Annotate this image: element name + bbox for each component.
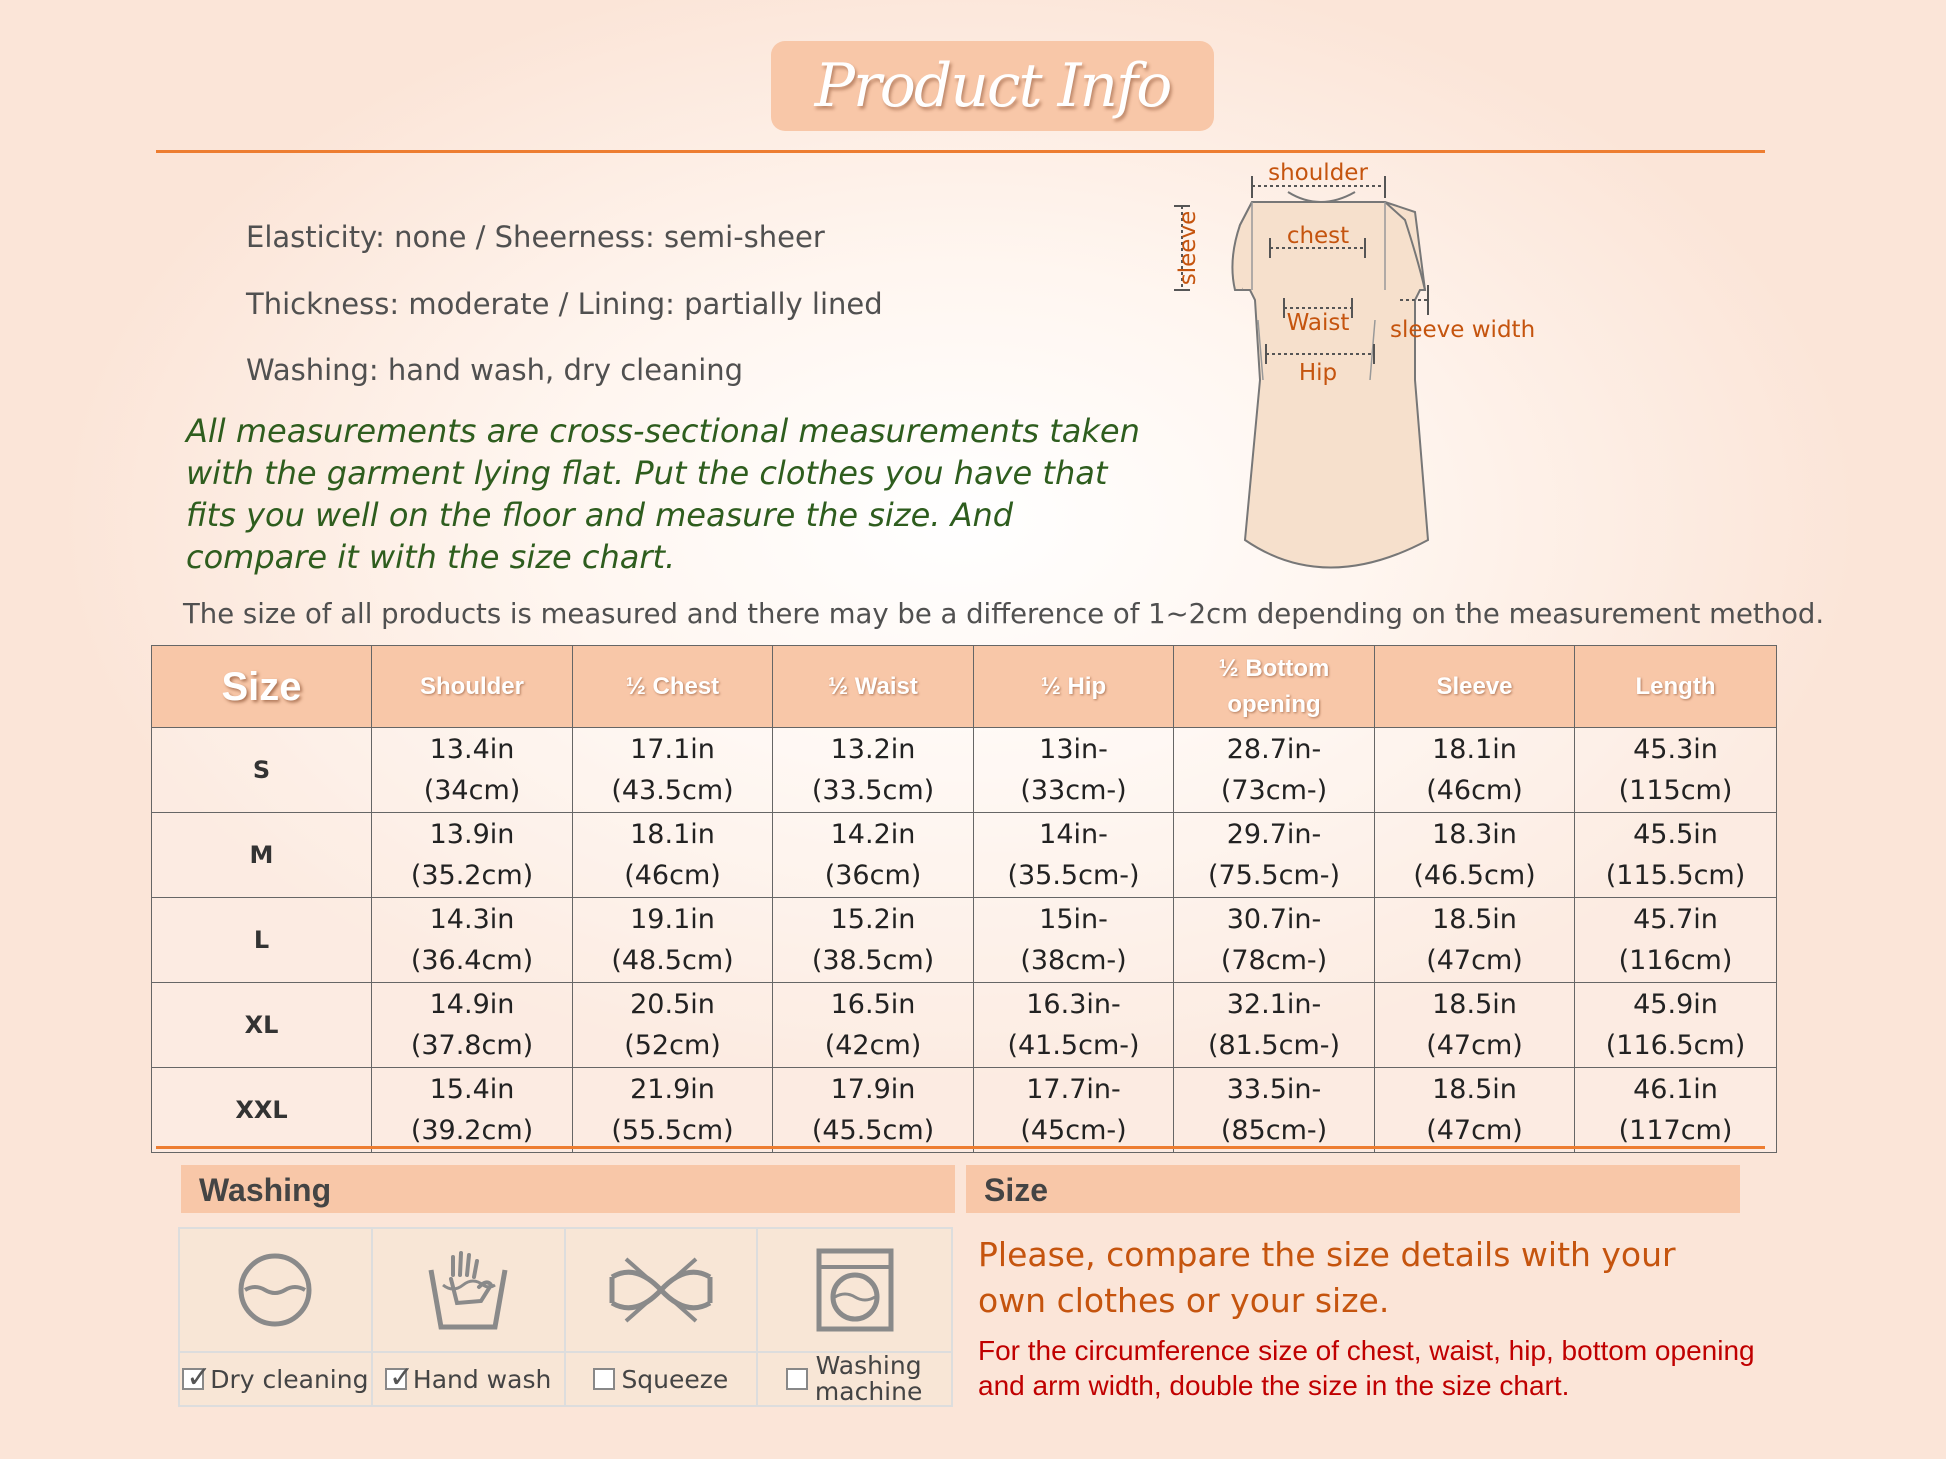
- measurement-cell: [372, 983, 573, 1068]
- table-header-row: [152, 646, 1777, 728]
- size-label-cell: L: [152, 898, 372, 983]
- size-heading: Size: [966, 1165, 1740, 1213]
- value-inches: 18.1in: [630, 819, 715, 850]
- label-shoulder: shoulder: [1268, 160, 1368, 186]
- value-inches: 15.4in: [429, 1074, 515, 1105]
- value-inches: 16.3in-: [1026, 989, 1121, 1020]
- measurement-cell: [1174, 1068, 1375, 1153]
- value-inches: 17.1in: [630, 734, 715, 765]
- size-label-cell: XL: [152, 983, 372, 1068]
- dry-cleaning-icon: [180, 1229, 373, 1353]
- table-row: [152, 813, 1777, 898]
- label-sleeve-width: sleeve width: [1390, 317, 1536, 343]
- check-mark-icon: ✓: [186, 1360, 212, 1395]
- measurement-cell: [1174, 983, 1375, 1068]
- value-inches: 28.7in-: [1226, 734, 1322, 765]
- measurement-cell: [1575, 728, 1777, 813]
- page-title: Product Info: [814, 51, 1171, 121]
- measurement-cell: [1174, 898, 1375, 983]
- value-cm: (116cm): [1618, 945, 1733, 976]
- value-inches: 17.9in: [830, 1074, 916, 1105]
- label-waist: Waist: [1286, 310, 1350, 336]
- value-cm: (42cm): [824, 1030, 922, 1061]
- spec-washing: Washing: hand wash, dry cleaning: [246, 353, 744, 387]
- value-cm: (47cm): [1426, 1115, 1523, 1146]
- value-cm: (47cm): [1426, 945, 1523, 976]
- value-inches: 45.5in: [1633, 819, 1718, 850]
- value-cm: (38.5cm): [811, 945, 935, 976]
- value-inches: 33.5in-: [1226, 1074, 1322, 1105]
- header-length: Length: [1575, 646, 1777, 728]
- header-size: Size: [152, 646, 372, 728]
- value-inches: 16.5in: [830, 989, 916, 1020]
- value-inches: 15.2in: [830, 904, 916, 935]
- value-cm: (41.5cm-): [1007, 1030, 1140, 1061]
- care-option-washing-machine: [758, 1353, 951, 1405]
- value-cm: (34cm): [423, 775, 521, 806]
- measurement-cell: [1375, 728, 1575, 813]
- measurement-disclaimer: The size of all products is measured and there may be a difference of 1~2cm depending on the measurement method.: [183, 598, 1825, 630]
- measurement-cell: [372, 728, 573, 813]
- value-cm: (38cm-): [1020, 945, 1127, 976]
- measurement-cell: [1575, 813, 1777, 898]
- table-row: [152, 983, 1777, 1068]
- value-cm: (47cm): [1426, 1030, 1523, 1061]
- table-row: [152, 898, 1777, 983]
- value-inches: 20.5in: [630, 989, 715, 1020]
- value-inches: 19.1in: [630, 904, 715, 935]
- value-inches: 13.2in: [830, 734, 916, 765]
- value-cm: (115.5cm): [1605, 860, 1746, 891]
- value-inches: 45.3in: [1633, 734, 1718, 765]
- measurement-cell: [974, 813, 1174, 898]
- measurement-cell: [573, 728, 773, 813]
- value-inches: 18.1in: [1432, 734, 1517, 765]
- value-cm: (37.8cm): [410, 1030, 534, 1061]
- measurement-cell: [1575, 898, 1777, 983]
- care-grid: [178, 1227, 953, 1407]
- table-row: [152, 728, 1777, 813]
- checkbox-squeeze[interactable]: [593, 1368, 615, 1390]
- header-chest: ½ Chest: [573, 646, 773, 728]
- measurement-cell: [372, 813, 573, 898]
- measurement-cell: [974, 728, 1174, 813]
- value-inches: 29.7in-: [1226, 819, 1322, 850]
- value-cm: (46cm): [1426, 775, 1523, 806]
- no-squeeze-icon: [566, 1229, 759, 1353]
- measurement-cell: [1575, 983, 1777, 1068]
- table-body: [152, 728, 1777, 1153]
- value-inches: 13in-: [1039, 734, 1108, 765]
- title-banner: [771, 41, 1214, 131]
- value-cm: (45cm-): [1020, 1115, 1127, 1146]
- value-inches: 13.9in: [429, 819, 515, 850]
- checkbox-hand-wash[interactable]: [385, 1360, 415, 1395]
- measurement-cell: [1375, 898, 1575, 983]
- spec-elasticity: Elasticity: none / Sheerness: semi-sheer: [246, 220, 825, 254]
- spec-thickness: Thickness: moderate / Lining: partially lined: [246, 287, 883, 321]
- value-inches: 21.9in: [630, 1074, 715, 1105]
- measurement-cell: [974, 898, 1174, 983]
- header-sleeve: Sleeve: [1375, 646, 1575, 728]
- measurement-cell: [974, 1068, 1174, 1153]
- value-cm: (116.5cm): [1605, 1030, 1746, 1061]
- measurement-cell: [1174, 728, 1375, 813]
- value-inches: 17.7in-: [1026, 1074, 1121, 1105]
- header-waist: ½ Waist: [773, 646, 974, 728]
- value-cm: (73cm-): [1220, 775, 1328, 806]
- care-label-washing-machine: Washing machine: [814, 1351, 923, 1406]
- value-cm: (33.5cm): [811, 775, 935, 806]
- dress-diagram: [1160, 150, 1560, 600]
- value-cm: (35.5cm-): [1007, 860, 1140, 891]
- measurement-cell: [1375, 1068, 1575, 1153]
- measurement-cell: [372, 1068, 573, 1153]
- value-inches: 46.1in: [1633, 1074, 1718, 1105]
- bottom-divider: [156, 1146, 1765, 1149]
- value-inches: 18.3in: [1432, 819, 1517, 850]
- measurement-cell: [573, 1068, 773, 1153]
- value-inches: 32.1in-: [1226, 989, 1322, 1020]
- value-inches: 14.9in: [429, 989, 515, 1020]
- label-sleeve: sleeve: [1175, 210, 1201, 286]
- value-cm: (48.5cm): [611, 945, 734, 976]
- value-inches: 14in-: [1039, 819, 1108, 850]
- value-cm: (115cm): [1618, 775, 1733, 806]
- value-cm: (35.2cm): [410, 860, 534, 891]
- value-cm: (78cm-): [1220, 945, 1328, 976]
- measurement-cell: [974, 983, 1174, 1068]
- measurement-cell: [1575, 1068, 1777, 1153]
- value-inches: 14.3in: [429, 904, 515, 935]
- care-label-hand-wash: Hand wash: [412, 1364, 552, 1394]
- value-cm: (39.2cm): [410, 1115, 534, 1146]
- measurement-cell: [573, 983, 773, 1068]
- size-chart-table: [151, 645, 1777, 1153]
- measurement-cell: [773, 813, 974, 898]
- care-label-dry-cleaning: Dry cleaning: [210, 1364, 369, 1394]
- value-inches: 14.2in: [830, 819, 916, 850]
- care-option-squeeze: [566, 1353, 759, 1405]
- header-bottom-opening: ½ Bottom opening: [1174, 646, 1375, 728]
- value-inches: 45.7in: [1633, 904, 1718, 935]
- washing-machine-icon: [758, 1229, 951, 1353]
- value-cm: (46.5cm): [1413, 860, 1536, 891]
- value-inches: 18.5in: [1432, 1074, 1517, 1105]
- measurement-note: All measurements are cross-sectional measurements taken with the garment lying flat. Put the clothes you have that fits you well on the floor and measure the size. And compare it with the size chart.: [186, 412, 1140, 576]
- measurement-cell: [773, 728, 974, 813]
- value-inches: 30.7in-: [1226, 904, 1322, 935]
- value-cm: (33cm-): [1020, 775, 1127, 806]
- value-cm: (75.5cm-): [1207, 860, 1341, 891]
- value-cm: (36.4cm): [410, 945, 534, 976]
- measurement-cell: [573, 898, 773, 983]
- label-hip: Hip: [1298, 360, 1338, 386]
- label-chest: chest: [1286, 223, 1350, 249]
- value-cm: (36cm): [824, 860, 922, 891]
- checkbox-dry-cleaning[interactable]: [182, 1360, 212, 1395]
- hand-wash-icon: [373, 1229, 566, 1353]
- measurement-cell: [573, 813, 773, 898]
- measurement-cell: [372, 898, 573, 983]
- size-circumference-note: For the circumference size of chest, waist, hip, bottom opening and arm width, double the size in the size chart.: [978, 1335, 1755, 1401]
- header-shoulder: Shoulder: [372, 646, 573, 728]
- measurement-cell: [1375, 813, 1575, 898]
- size-label-cell: S: [152, 728, 372, 813]
- value-cm: (43.5cm): [611, 775, 734, 806]
- value-inches: 15in-: [1039, 904, 1108, 935]
- care-label-squeeze: Squeeze: [621, 1364, 729, 1394]
- size-label-cell: XXL: [152, 1068, 372, 1153]
- care-option-dry-cleaning: [180, 1353, 373, 1405]
- checkbox-washing-machine[interactable]: [786, 1368, 808, 1390]
- value-cm: (55.5cm): [611, 1115, 734, 1146]
- washing-heading: Washing: [181, 1165, 955, 1213]
- value-cm: (117cm): [1618, 1115, 1733, 1146]
- care-option-hand-wash: [373, 1353, 566, 1405]
- value-cm: (81.5cm-): [1207, 1030, 1341, 1061]
- header-hip: ½ Hip: [974, 646, 1174, 728]
- measurement-cell: [773, 898, 974, 983]
- table-row: [152, 1068, 1777, 1153]
- measurement-cell: [1174, 813, 1375, 898]
- value-inches: 45.9in: [1633, 989, 1718, 1020]
- value-inches: 18.5in: [1432, 904, 1517, 935]
- measurement-cell: [773, 1068, 974, 1153]
- size-label-cell: M: [152, 813, 372, 898]
- check-mark-icon: ✓: [388, 1360, 415, 1395]
- value-cm: (46cm): [624, 860, 721, 891]
- measurement-cell: [773, 983, 974, 1068]
- value-cm: (85cm-): [1220, 1115, 1328, 1146]
- measurement-cell: [1375, 983, 1575, 1068]
- value-inches: 18.5in: [1432, 989, 1517, 1020]
- value-cm: (45.5cm): [811, 1115, 935, 1146]
- value-cm: (52cm): [624, 1030, 721, 1061]
- value-inches: 13.4in: [429, 734, 515, 765]
- size-compare-note: Please, compare the size details with your own clothes or your size.: [978, 1235, 1676, 1320]
